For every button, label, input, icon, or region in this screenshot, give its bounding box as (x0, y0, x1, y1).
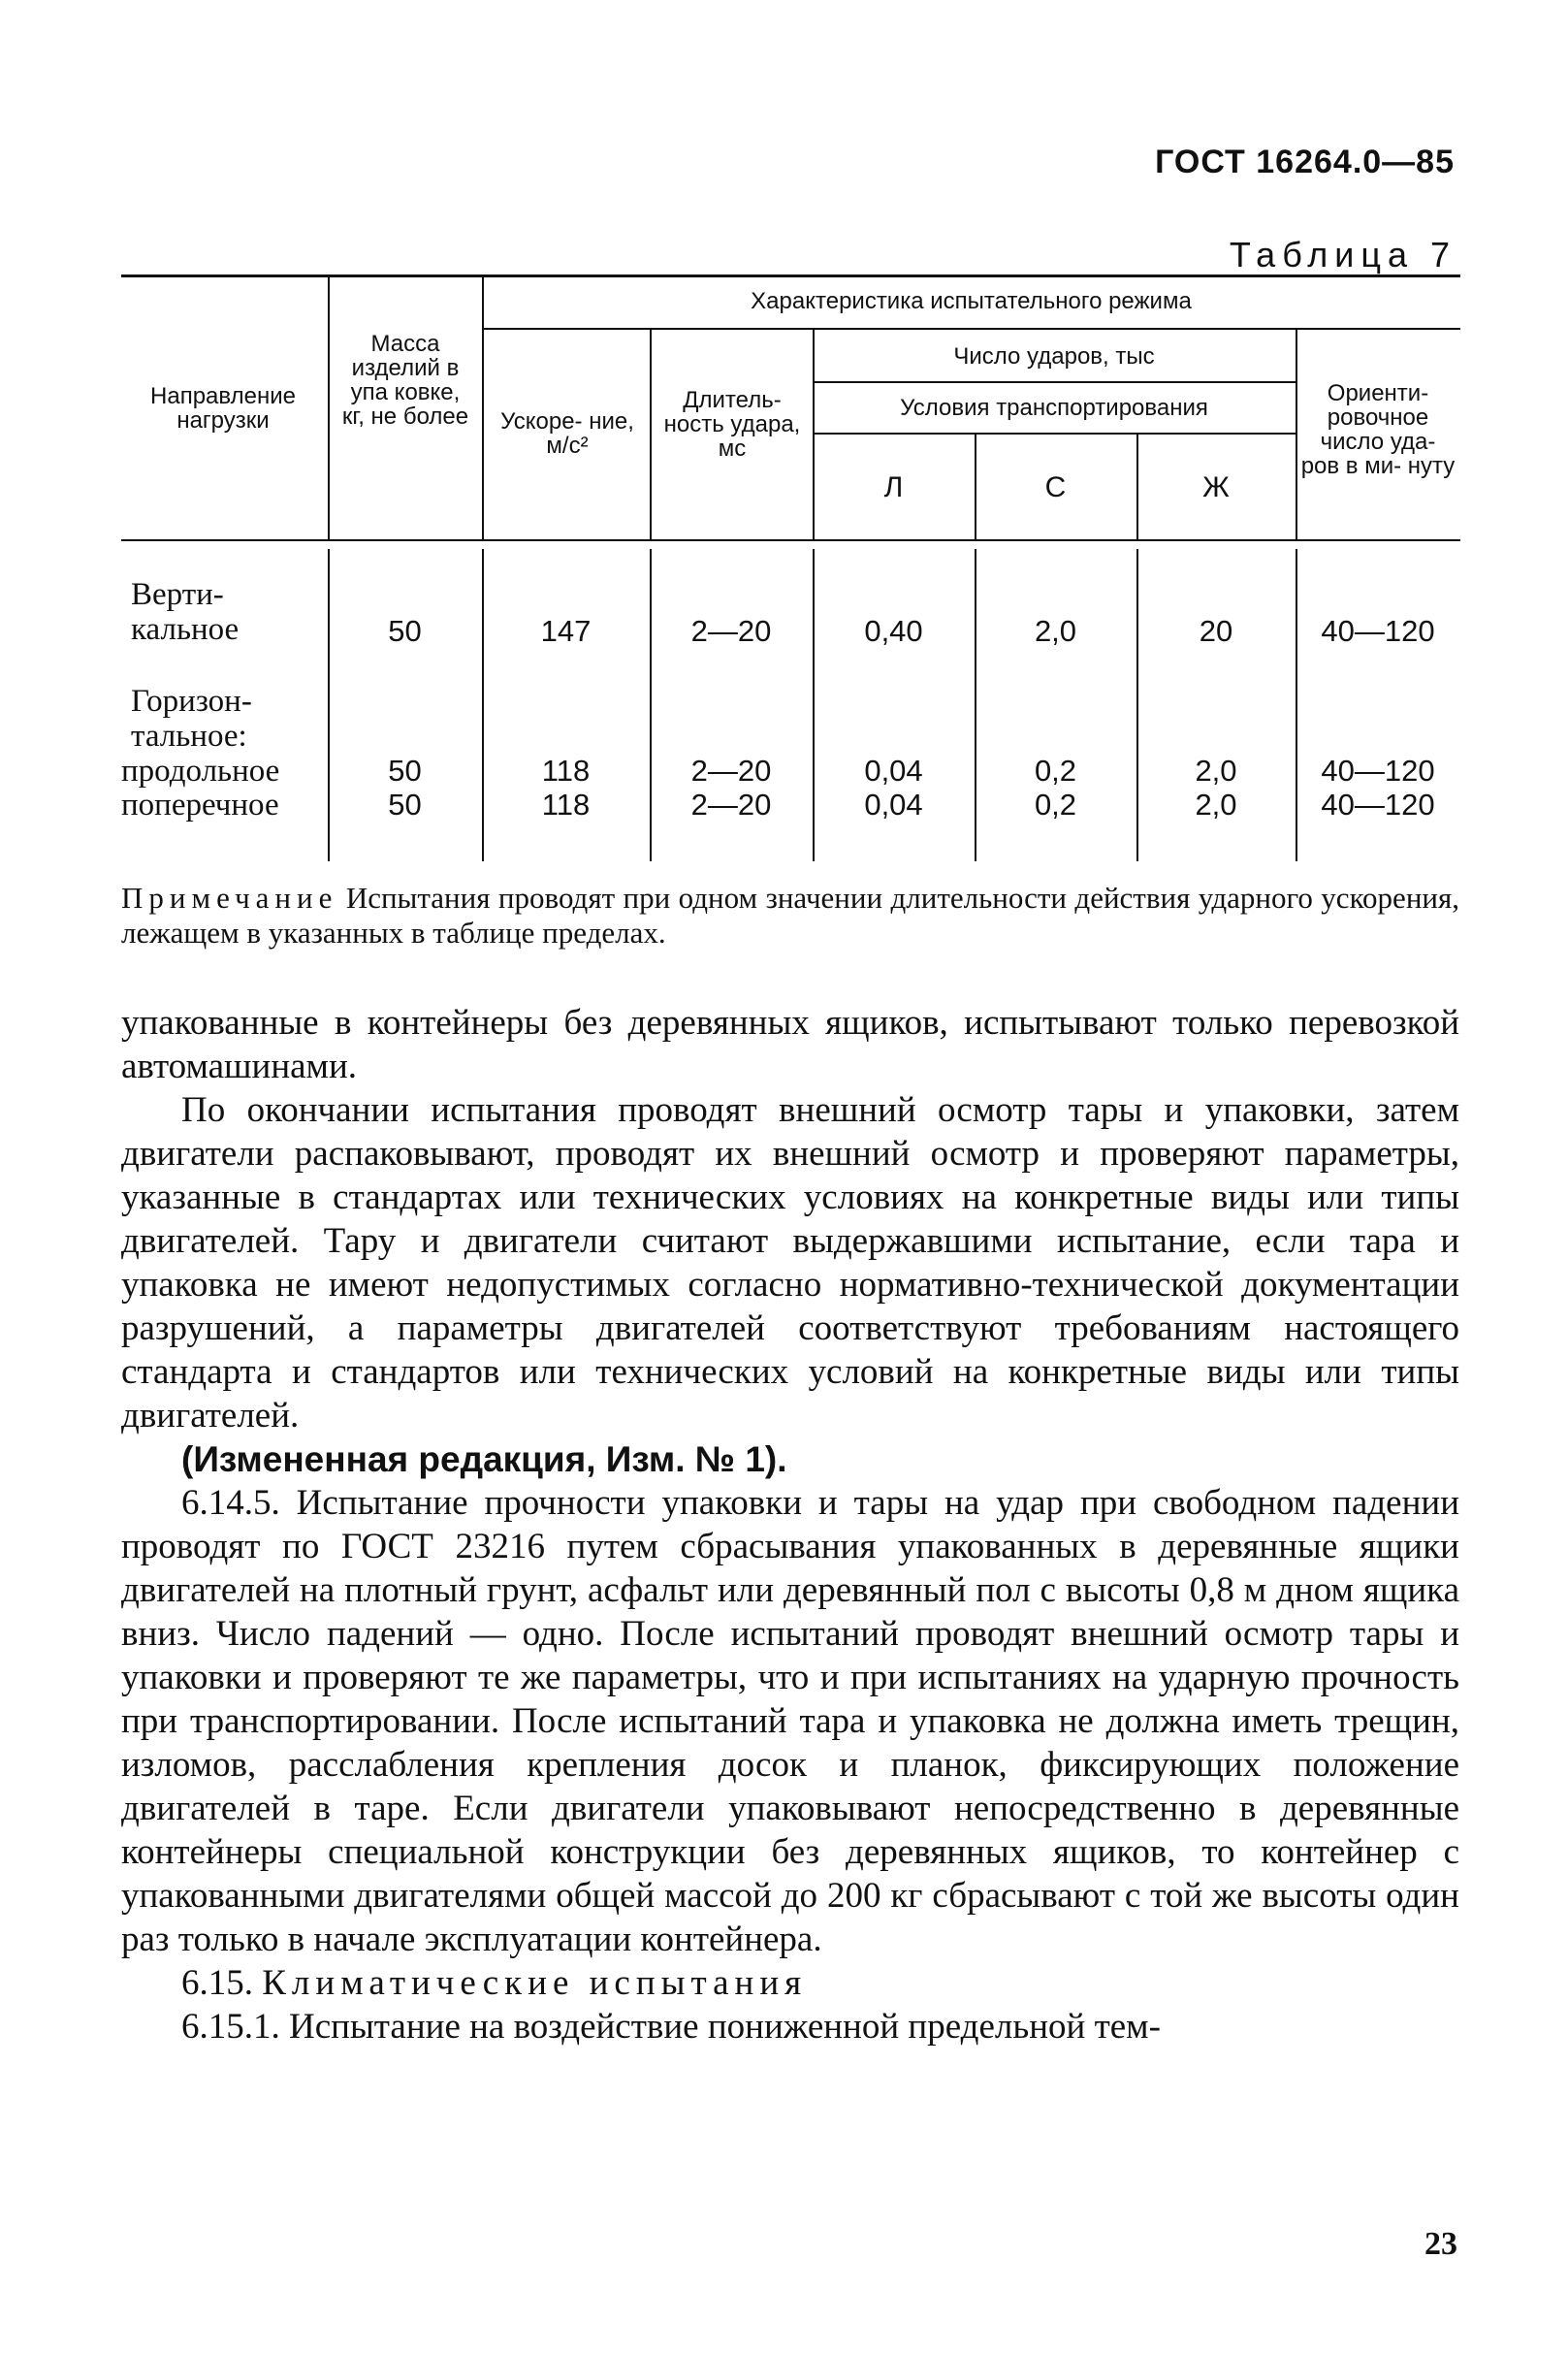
section-title: Климатические испытания (262, 1963, 808, 2003)
header-rule-transport (813, 433, 1296, 435)
header-count-group: Число ударов, тыс (953, 343, 1155, 370)
table-cell: 2,0 (1195, 754, 1237, 788)
col-divider (482, 277, 484, 539)
table-note (121, 881, 1459, 951)
row-vertical-direction: Верти- кальное (131, 577, 240, 647)
table-cell: 40—120 (1321, 614, 1435, 648)
table-cell: 40—120 (1321, 788, 1435, 822)
header-zh: Ж (1202, 471, 1230, 503)
header-rule-count (813, 381, 1296, 383)
table-cell: 20 (1199, 614, 1233, 648)
amendment-note: (Измененная редакция, Изм. № 1). (181, 1439, 787, 1479)
header-l: Л (883, 471, 904, 503)
body-text (121, 1001, 1459, 2049)
table-cell: 40—120 (1321, 754, 1435, 788)
header-duration: Длитель- ность удара, мс (663, 387, 801, 462)
table-cell: 2—20 (690, 614, 772, 648)
table-cell: 118 (541, 788, 591, 822)
table-cell: 50 (388, 754, 422, 788)
header-rule-mode (482, 328, 1460, 330)
table-cell: 2—20 (690, 788, 772, 822)
table-cell: 0,04 (864, 788, 923, 822)
col-divider (650, 330, 652, 539)
header-transport-group: Условия транспортирования (900, 395, 1208, 421)
table-top-rule (121, 274, 1460, 277)
header-s: С (1044, 471, 1067, 503)
paragraph: По окончании испытания проводят внешний осмотр тары и упаковки, затем двигатели распаковывают, проводят их внешний осмотр и проверяют параметры, указанные в стандартах или технических условиях на конкретные виды или типы двигателей. Тару и двигатели считают выдержавшими испытание, если тара и упаковка не имеют недопустимых согласно нормативно-технической документации разрушений, а параметры двигателей соответствуют требованиям настоящего стандарта и стандартов или технических условий на конкретные виды или типы двигателей. (121, 1090, 1459, 1436)
table-cell: 2,0 (1034, 614, 1077, 648)
paragraph: 6.14.5. Испытание прочности упаковки и тары на удар при свободном падении проводят по ГОСТ 23216 путем сбрасывания упакованных в деревянные ящики двигателей на плотный грунт, асфальт или деревянный пол с высоты 0,8 м дном ящика вниз. Число падений — одно. После испытаний проводят внешний осмотр тары и упаковки и проверяют те же параметры, что и при испытаниях на ударную прочность при транспортировании. После испытаний тара и упаковка не должна иметь трещин, изломов, расслабления крепления досок и планок, фиксирующих положение двигателей в таре. Если двигатели упаковывают непосредственно в деревянные контейнеры специальной конструкции без деревянных ящиков, то контейнер с упакованными двигателями общей массой до 200 кг сбрасывают с той же высоты один раз только в начале эксплуатации контейнера. (121, 1483, 1459, 1959)
table-cell: 0,2 (1034, 754, 1077, 788)
table-cell: 2,0 (1195, 788, 1237, 822)
row-longitudinal-direction: продольное (121, 754, 280, 789)
table-cell: 50 (388, 788, 422, 822)
table-cell: 50 (388, 614, 422, 648)
header-mode-group: Характеристика испытательного режима (751, 288, 1192, 314)
table-cell: 118 (541, 754, 591, 788)
header-mass: Масса изделий в упа ковке, кг, не более (341, 331, 469, 430)
table-cell: 2—20 (690, 754, 772, 788)
header-acceleration: Ускоре- ние, м/с² (500, 408, 634, 459)
header-bottom-rule (121, 539, 1460, 541)
paragraph: упакованные в контейнеры без деревянных ящиков, испытывают только перевозкой автомашинами. (121, 1003, 1459, 1086)
page-number: 23 (1424, 2226, 1457, 2262)
header-rate: Ориенти- ровочное число уда- ров в ми- нуту (1300, 380, 1456, 479)
table-cell: 0,40 (864, 614, 923, 648)
note-text: Испытания проводят при одном значении длительности действия ударного ускорения, лежащем в указанных в таблице пределах. (121, 881, 1460, 950)
col-divider (1296, 330, 1297, 539)
table-label: Таблица 7 (1229, 235, 1456, 274)
row-horizontal-direction: Горизон- тальное: (131, 684, 252, 754)
section-heading (121, 1961, 1459, 2005)
header-direction: Направление нагрузки (150, 383, 296, 434)
col-divider (328, 277, 330, 539)
section-number: 6.15. (181, 1963, 253, 2003)
paragraph: 6.15.1. Испытание на воздействие пониженной предельной тем- (181, 2007, 1161, 2047)
standard-number: ГОСТ 16264.0—85 (1155, 144, 1455, 180)
note-label: Примечание (121, 881, 338, 915)
row-transverse-direction: поперечное (121, 788, 279, 823)
table-cell: 0,2 (1034, 788, 1077, 822)
table-cell: 0,04 (864, 754, 923, 788)
table-cell: 147 (540, 614, 592, 648)
